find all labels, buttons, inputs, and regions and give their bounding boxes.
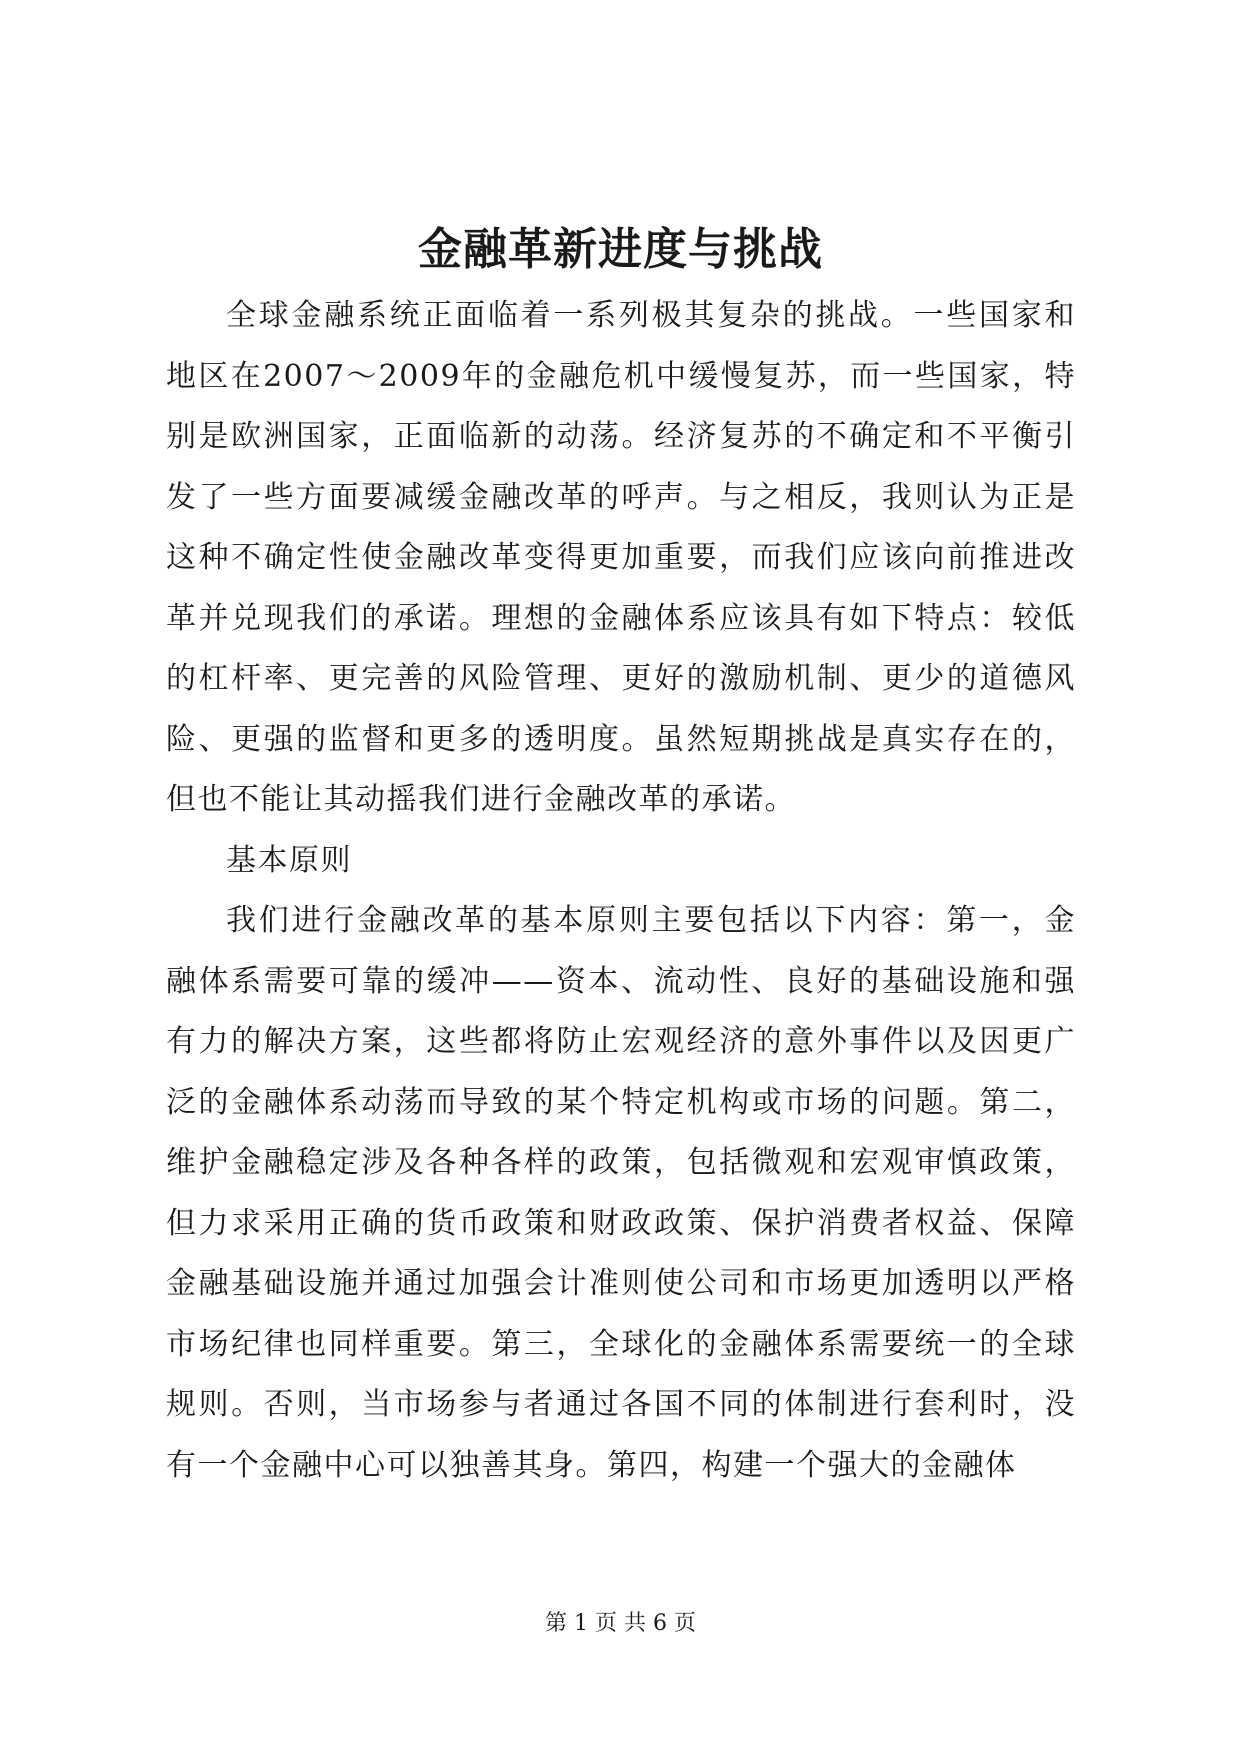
paragraph-principles: 我们进行金融改革的基本原则主要包括以下内容：第一，金融体系需要可靠的缓冲——资本、流动性、良好的基础设施和强有力的解决方案，这些都将防止宏观经济的意外事件以及因更广泛的金融体系动荡而导致的某个特定机构或市场的问题。第二，维护金融稳定涉及各种各样的政策，包括微观和宏观审慎政策，但力求采用正确的货币政策和财政政策、保护消费者权益、保障金融基础设施并通过加强会计准则使公司和市场更加透明以严格市场纪律也同样重要。第三，全球化的金融体系需要统一的全球规则。否则，当市场参与者通过各国不同的体制进行套利时，没有一个金融中心可以独善其身。第四，构建一个强大的金融体 [166,903,1076,1483]
document-body [166,286,1076,1496]
paragraph-intro: 全球金融系统正面临着一系列极其复杂的挑战。一些国家和地区在2007～2009年的金融危机中缓慢复苏，而一些国家，特别是欧洲国家，正面临新的动荡。经济复苏的不确定和不平衡引发了一些方面要减缓金融改革的呼声。与之相反，我则认为正是这种不确定性使金融改革变得更加重要，而我们应该向前推进改革并兑现我们的承诺。理想的金融体系应该具有如下特点：较低的杠杆率、更完善的风险管理、更好的激励机制、更少的道德风险、更强的监督和更多的透明度。虽然短期挑战是真实存在的，但也不能让其动摇我们进行金融改革的承诺。 [166,298,1076,817]
page-footer: 第 1 页 共 6 页 [545,1611,696,1636]
document-title: 金融革新进度与挑战 [418,224,823,275]
section-heading-basic-principles: 基本原则 [226,842,352,878]
